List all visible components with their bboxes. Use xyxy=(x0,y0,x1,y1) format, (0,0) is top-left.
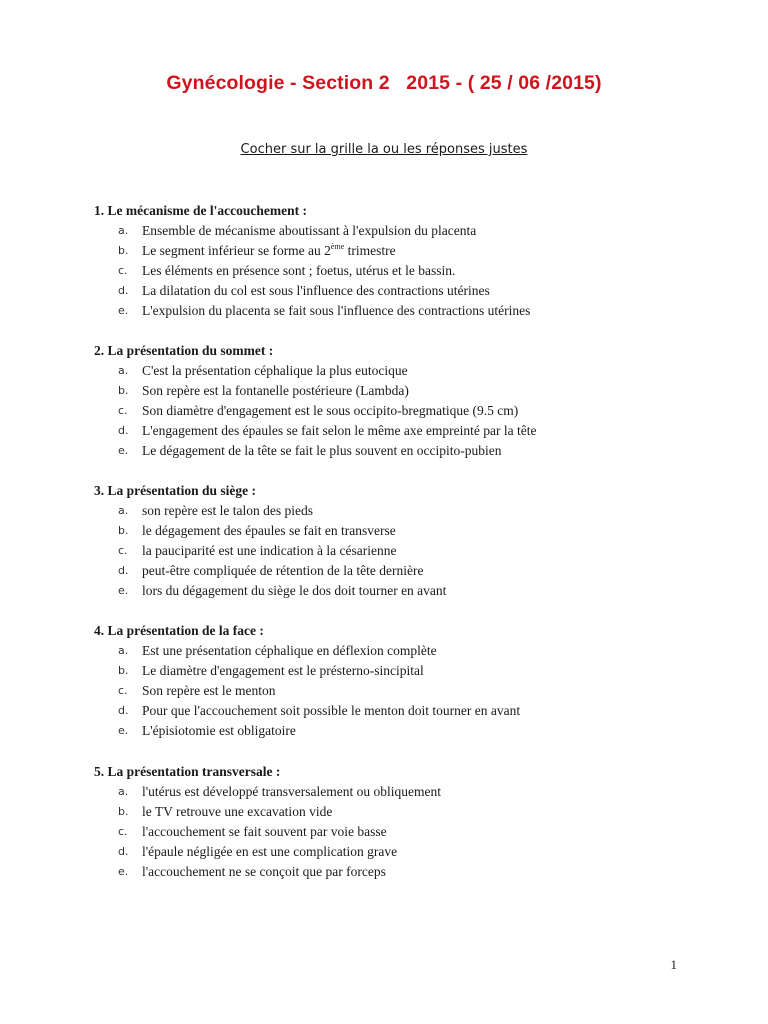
answer-letter: a. xyxy=(118,364,129,377)
answer-list xyxy=(94,361,714,461)
page-number: 1 xyxy=(670,957,677,972)
answer-item xyxy=(94,581,714,601)
answer-text: l'utérus est développé transversalement ou obliquement xyxy=(142,784,441,799)
answer-text: Les éléments en présence sont ; foetus, utérus et le bassin. xyxy=(142,263,456,278)
instruction-text: Cocher sur la grille la ou les réponses justes xyxy=(240,142,528,157)
answer-text: C'est la présentation céphalique la plus eutocique xyxy=(142,363,408,378)
answer-item xyxy=(94,361,714,381)
answer-letter: b. xyxy=(118,524,129,537)
answer-item xyxy=(94,681,714,701)
answer-text: Le diamètre d'engagement est le présterno-sincipital xyxy=(142,663,424,678)
answer-text: l'accouchement se fait souvent par voie basse xyxy=(142,824,387,839)
answer-item xyxy=(94,561,714,581)
answer-text: Son repère est la fontanelle postérieure (Lambda) xyxy=(142,383,409,398)
answer-text: l'épaule négligée en est une complication grave xyxy=(142,844,398,859)
answer-item xyxy=(94,541,714,561)
answer-item xyxy=(94,281,714,301)
answer-text: Son diamètre d'engagement est le sous occipito-bregmatique (9.5 cm) xyxy=(142,403,519,418)
answer-letter: b. xyxy=(118,244,129,257)
answer-text: le dégagement des épaules se fait en transverse xyxy=(142,523,396,538)
question-3 xyxy=(94,481,714,601)
answer-item xyxy=(94,641,714,661)
answer-list xyxy=(94,782,714,882)
answer-letter: e. xyxy=(118,724,129,737)
answer-letter: a. xyxy=(118,504,129,517)
answer-letter: d. xyxy=(118,284,129,297)
answer-letter: d. xyxy=(118,564,129,577)
answer-letter: c. xyxy=(118,825,128,838)
question-4 xyxy=(94,621,714,741)
answer-text: son repère est le talon des pieds xyxy=(142,503,313,518)
answer-item xyxy=(94,862,714,882)
answer-letter: d. xyxy=(118,845,129,858)
question-2 xyxy=(94,341,714,461)
answer-text: l'accouchement ne se conçoit que par forceps xyxy=(142,864,386,879)
answer-text: Ensemble de mécanisme aboutissant à l'expulsion du placenta xyxy=(142,223,477,238)
answer-item xyxy=(94,241,714,261)
answer-text: peut-être compliquée de rétention de la tête dernière xyxy=(142,563,424,578)
answer-text: Son repère est le menton xyxy=(142,683,276,698)
answer-letter: d. xyxy=(118,424,129,437)
answer-letter: b. xyxy=(118,805,129,818)
answer-text: Le dégagement de la tête se fait le plus souvent en occipito-pubien xyxy=(142,443,502,458)
answer-text: L'engagement des épaules se fait selon le même axe empreinté par la tête xyxy=(142,423,537,438)
question-1 xyxy=(94,201,714,321)
answer-text xyxy=(142,241,396,261)
answer-letter: a. xyxy=(118,224,129,237)
answer-text: le TV retrouve une excavation vide xyxy=(142,804,333,819)
answer-item xyxy=(94,822,714,842)
answer-letter: c. xyxy=(118,404,128,417)
answer-item xyxy=(94,782,714,802)
document-title: Gynécologie - Section 2 2015 - ( 25 / 06 /2015) xyxy=(166,72,602,94)
answer-text: L'épisiotomie est obligatoire xyxy=(142,723,296,738)
answer-item xyxy=(94,301,714,321)
answer-text-part: Le segment inférieur se forme au 2 xyxy=(142,243,331,258)
answer-list xyxy=(94,641,714,741)
answer-text: la pauciparité est une indication à la césarienne xyxy=(142,543,397,558)
question-title: 1. Le mécanisme de l'accouchement : xyxy=(94,203,307,218)
answer-item xyxy=(94,401,714,421)
answer-text: Pour que l'accouchement soit possible le menton doit tourner en avant xyxy=(142,703,521,718)
answer-item xyxy=(94,721,714,741)
answer-letter: e. xyxy=(118,584,129,597)
answer-item xyxy=(94,802,714,822)
answer-item xyxy=(94,441,714,461)
answer-item xyxy=(94,261,714,281)
answer-letter: c. xyxy=(118,544,128,557)
question-5 xyxy=(94,762,714,882)
question-title: 3. La présentation du siège : xyxy=(94,483,256,498)
superscript: ème xyxy=(330,242,345,251)
answer-item xyxy=(94,661,714,681)
answer-item xyxy=(94,501,714,521)
question-title: 4. La présentation de la face : xyxy=(94,623,264,638)
answer-letter: a. xyxy=(118,785,129,798)
answer-item xyxy=(94,701,714,721)
question-title: 5. La présentation transversale : xyxy=(94,764,281,779)
answer-text: L'expulsion du placenta se fait sous l'influence des contractions utérines xyxy=(142,303,531,318)
answer-list xyxy=(94,221,714,321)
answer-letter: c. xyxy=(118,264,128,277)
answer-letter: c. xyxy=(118,684,128,697)
answer-list xyxy=(94,501,714,601)
answer-text: lors du dégagement du siège le dos doit tourner en avant xyxy=(142,583,447,598)
answer-letter: e. xyxy=(118,865,129,878)
answer-letter: b. xyxy=(118,384,129,397)
answer-letter: a. xyxy=(118,644,129,657)
answer-text: La dilatation du col est sous l'influence des contractions utérines xyxy=(142,283,490,298)
answer-item xyxy=(94,421,714,441)
answer-letter: d. xyxy=(118,704,129,717)
answer-text-part: trimestre xyxy=(344,243,396,258)
answer-letter: b. xyxy=(118,664,129,677)
answer-item xyxy=(94,221,714,241)
answer-item xyxy=(94,842,714,862)
answer-item xyxy=(94,381,714,401)
answer-text: Est une présentation céphalique en déflexion complète xyxy=(142,643,437,658)
answer-item xyxy=(94,521,714,541)
question-title: 2. La présentation du sommet : xyxy=(94,343,274,358)
answer-letter: e. xyxy=(118,304,129,317)
answer-letter: e. xyxy=(118,444,129,457)
